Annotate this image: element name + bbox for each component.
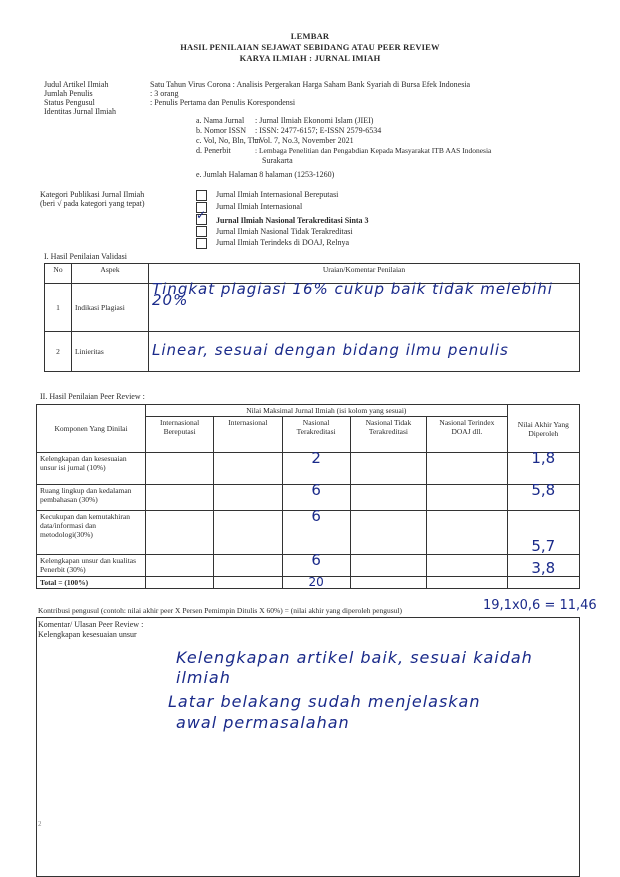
page-mark: 2 bbox=[38, 820, 42, 828]
penulis-label: Jumlah Penulis bbox=[44, 89, 93, 98]
identitas-val-c: : Vol. 7, No.3, November 2021 bbox=[255, 136, 354, 145]
row2-komponen: Ruang lingkup dan kedalaman pembahasan (30%) bbox=[37, 485, 146, 511]
judul-value: Satu Tahun Virus Corona : Analisis Pergerakan Harga Saham Bank Syariah di Bursa Efek Indonesia bbox=[150, 80, 471, 89]
validasi-col-no: No bbox=[45, 264, 72, 284]
kontribusi-handwritten: 19,1x0,6 = 11,46 bbox=[483, 598, 597, 613]
kategori-checkbox-4[interactable] bbox=[196, 226, 207, 237]
kategori-label: Kategori Publikasi Jurnal Ilmiah bbox=[40, 190, 145, 199]
total-max: 20 bbox=[308, 575, 324, 589]
header-line1: LEMBAR bbox=[290, 31, 330, 41]
section2-title: II. Hasil Penilaian Peer Review : bbox=[40, 392, 145, 401]
penulis-value: : 3 orang bbox=[150, 89, 179, 98]
kategori-option-2: Jurnal Ilmiah Internasional bbox=[216, 202, 303, 211]
identitas-key-e: e. Jumlah Halaman bbox=[196, 170, 258, 179]
kategori-checkbox-1[interactable] bbox=[196, 190, 207, 201]
validasi-row2-aspek: Linieritas bbox=[72, 332, 149, 372]
peer-review-table bbox=[36, 404, 580, 589]
header-line2: HASIL PENILAIAN SEJAWAT SEBIDANG ATAU PEER REVIEW bbox=[180, 42, 440, 52]
validasi-row2-no: 2 bbox=[45, 332, 72, 372]
row4-max: 6 bbox=[311, 551, 321, 569]
identitas-val-a: : Jurnal Ilmiah Ekonomi Islam (JIEI) bbox=[255, 116, 374, 125]
komentar-label: Komentar/ Ulasan Peer Review : bbox=[38, 620, 144, 629]
identitas-val-d: : Lembaga Penelitian dan Pengabdian Kepada Masyarakat ITB AAS Indonesia bbox=[255, 146, 492, 155]
row1-akhir: 1,8 bbox=[531, 449, 556, 467]
identitas-key-c: c. Vol, No, Bln, Thn bbox=[196, 136, 261, 145]
validasi-row1-komentar: Tingkat plagiasi 16% cukup baik tidak melebihi 20% bbox=[152, 280, 553, 309]
row3-komponen: Kecukupan dan kemutakhiran data/informasi dan metodologi(30%) bbox=[37, 511, 146, 555]
identitas-key-d: d. Penerbit bbox=[196, 146, 231, 155]
kategori-hint: (beri √ pada kategori yang tepat) bbox=[40, 199, 145, 208]
status-value: : Penulis Pertama dan Penulis Korespondensi bbox=[150, 98, 296, 107]
identitas-val-e: : 8 halaman (1253-1260) bbox=[255, 170, 335, 179]
row3-max: 6 bbox=[311, 507, 321, 525]
row2-akhir: 5,8 bbox=[531, 481, 556, 499]
section1-title: I. Hasil Penilaian Validasi bbox=[44, 252, 127, 261]
validasi-col-uraian: Uraian/Komentar Penilaian bbox=[149, 264, 580, 284]
row1-max: 2 bbox=[311, 449, 321, 467]
total-label: Total = (100%) bbox=[37, 577, 146, 589]
kelengkapan-label: Kelengkapan kesesuaian unsur bbox=[38, 630, 137, 639]
col-nas-tidak: Nasional Tidak Terakreditasi bbox=[350, 417, 426, 453]
status-label: Status Pengusul bbox=[44, 98, 95, 107]
kategori-option-3: Jurnal Ilmiah Nasional Terakreditasi Sinta 3 bbox=[216, 216, 369, 225]
col-nas-akreditasi: Nasional Terakreditasi bbox=[282, 417, 350, 453]
col-intl-bereputasi: Internasional Bereputasi bbox=[146, 417, 214, 453]
row4-komponen: Kelengkapan unsur dan kualitas Penerbit (30%) bbox=[37, 555, 146, 577]
check-mark-icon: ✓ bbox=[196, 208, 207, 222]
validasi-row1-no: 1 bbox=[45, 284, 72, 332]
identitas-key-a: a. Nama Jurnal bbox=[196, 116, 245, 125]
col-nilai-max: Nilai Maksimal Jurnal Ilmiah (isi kolom yang sesuai) bbox=[146, 405, 508, 417]
komentar-hw-line4: awal permasalahan bbox=[176, 713, 350, 732]
komentar-hw-line1: Kelengkapan artikel baik, sesuai kaidah bbox=[176, 648, 533, 667]
komentar-hw-line2: ilmiah bbox=[176, 668, 231, 687]
validasi-table bbox=[44, 263, 580, 372]
col-nilai-akhir: Nilai Akhir Yang Diperoleh bbox=[507, 405, 579, 453]
kategori-checkbox-5[interactable] bbox=[196, 238, 207, 249]
row1-komponen: Kelengkapan dan kesesuaian unsur isi jurnal (10%) bbox=[37, 453, 146, 485]
header-line3: KARYA ILMIAH : JURNAL IMIAH bbox=[239, 53, 381, 63]
kontribusi-text: Kontribusi pengusul (contoh: nilai akhir peer X Persen Pemimpin Ditulis X 60%) = (nilai akhir yang diperoleh pengusul) bbox=[38, 606, 402, 615]
validasi-row2-komentar: Linear, sesuai dengan bidang ilmu penulis bbox=[152, 341, 509, 359]
col-nas-doaj: Nasional Terindex DOAJ dll. bbox=[427, 417, 507, 453]
row2-max: 6 bbox=[311, 481, 321, 499]
row4-akhir: 3,8 bbox=[531, 559, 556, 577]
kategori-option-4: Jurnal Ilmiah Nasional Tidak Terakreditasi bbox=[216, 227, 353, 236]
komentar-hw-line3: Latar belakang sudah menjelaskan bbox=[168, 692, 481, 711]
validasi-row1-aspek: Indikasi Plagiasi bbox=[72, 284, 149, 332]
col-komponen: Komponen Yang Dinilai bbox=[37, 405, 146, 453]
kategori-option-5: Jurnal Ilmiah Terindeks di DOAJ, Relnya bbox=[216, 238, 350, 247]
identitas-val-b: : ISSN: 2477-6157; E-ISSN 2579-6534 bbox=[255, 126, 382, 135]
row3-akhir: 5,7 bbox=[531, 537, 556, 555]
identitas-label: Identitas Jurnal Ilmiah bbox=[44, 107, 116, 116]
identitas-val-d2: Surakarta bbox=[262, 156, 293, 165]
kategori-option-1: Jurnal Ilmiah Internasional Bereputasi bbox=[216, 190, 339, 199]
validasi-col-aspek: Aspek bbox=[72, 264, 149, 284]
identitas-key-b: b. Nomor ISSN bbox=[196, 126, 247, 135]
judul-label: Judul Artikel Ilmiah bbox=[44, 80, 109, 89]
col-intl: Internasional bbox=[214, 417, 282, 453]
